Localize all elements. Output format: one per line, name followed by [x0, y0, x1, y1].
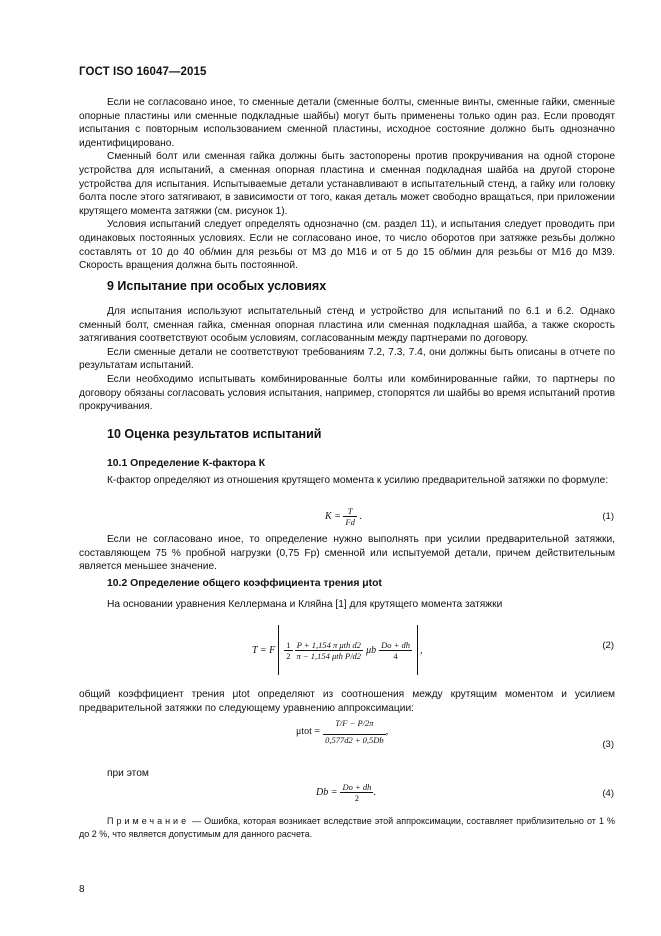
paragraph: Если не согласовано иное, то сменные детали (сменные болты, сменные винты, сменные гайки, сменные опорные пластины или сменные подкладные шайбы) могут быть применены только один раз. Если проводят испытания с повторным использованием сменной пластины, исходное состояние должно быть однозначно идентифицировано. [79, 97, 615, 149]
equation-number-2: (2) [602, 640, 614, 651]
subsection-10-1-heading: 10.1 Определение К-фактора К [107, 458, 266, 469]
pri-etom-text: при этом [107, 768, 149, 779]
formula-4-denominator: 2 [354, 793, 360, 803]
paragraph: На основании уравнения Келлермана и Кляйна [1] для крутящего момента затяжки [107, 599, 503, 610]
paragraph: общий коэффициент трения μtot определяют из соотношения между крутящим моментом и усилием предварительной затяжки по следующему уравнению аппроксимации: [79, 689, 615, 714]
equation-number-1: (1) [602, 511, 614, 522]
formula-3-tail: , [385, 726, 389, 737]
paragraph: Если необходимо испытывать комбинированные болты или комбинированные гайки, то партнеры по договору обязаны согласовать условия испытания, например, стопорятся ли шайбы во время испытаний против прокручивания. [79, 373, 615, 413]
formula-2-d-fraction: $\frac{Do + dh}{4}$ [381, 639, 410, 661]
formula-3-lhs: μtot = [296, 726, 321, 737]
formula-2-numerator: P + 1,154 π μth d2 [295, 640, 364, 651]
formula-4-numerator: Do + dh [342, 782, 372, 792]
subsection-10-2-mid [79, 688, 615, 715]
formula-1-fraction [343, 506, 356, 527]
subsection-10-2-intro [79, 598, 615, 612]
note [79, 815, 615, 840]
formula-2-lhs: T = F [252, 644, 276, 656]
formula-3-fraction [323, 718, 386, 745]
formula-4-lhs: Db = [316, 787, 338, 798]
section-9-heading: 9 Испытание при особых условиях [107, 279, 327, 293]
paragraph: Для испытания используют испытательный стенд и устройство для испытаний по 6.1 и 6.2. Однако сменный болт, сменная гайка, сменная опорная пластина или сменная подкладная шайба, а также скорость затягивания соответствуют особым условиям, согласованным между партнерами по договору. [79, 306, 615, 345]
formula-2-denominator: π − 1,154 μth P/d2 [296, 650, 362, 661]
note-label: Примечание [107, 816, 190, 826]
document-header: ГОСТ ISO 16047—2015 [79, 66, 207, 78]
formula-1-lhs: K = [325, 510, 341, 522]
formula-4 [316, 782, 376, 803]
formula-3-denominator: 0,577d2 + 0,5Db [325, 735, 384, 745]
section-10-heading: 10 Оценка результатов испытаний [107, 427, 322, 441]
top-paragraphs [79, 96, 615, 273]
subsection-10-2-heading: 10.2 Определение общего коэффициента трения μtot [107, 578, 382, 589]
formula-3 [296, 718, 388, 745]
formula-4-fraction [340, 782, 373, 803]
paragraph: Если сменные детали не соответствуют требованиям 7.2, 7.3, 7.4, они должны быть описаны в отчете по результатам испытаний. [79, 346, 615, 372]
formula-2-tail: , [419, 644, 423, 656]
subsection-10-1-after [79, 533, 615, 574]
paragraph: Условия испытаний следует определять однозначно (см. раздел 11), и испытания следует проводить при одинаковых постоянных условиях. Если не согласовано иное, то число оборотов при затяжке резьбы должно составлять от 10 до 40 об/мин для резьбы от М3 до М16 и от 5 до 15 об/мин для резьбы от М16 до М39. Скорость вращения должна быть постоянной. [79, 219, 615, 272]
paragraph: Сменный болт или сменная гайка должны быть застопорены против прокручивания на одной стороне устройства для испытаний, а сменная опорная пластина и сменная подкладная шайба на другой стороне устройства для испытания. Испытываемые детали устанавливают в испытательный стенд, а гайку или головку болта после этого затягивают, в зависимости от того, какая деталь может свободно вращаться, при приложении крутящего момента затяжки (см. рисунок 1). [79, 151, 615, 217]
note-text: — Ошибка, которая возникает вследствие этой аппроксимации, составляет приблизительно от 1 % до 2 %, что является допустимым для данного расчета. [79, 816, 615, 839]
formula-4-tail: . [373, 787, 376, 798]
formula-2 [252, 624, 422, 676]
subsection-10-1-intro [79, 474, 615, 488]
equation-number-3: (3) [602, 739, 614, 750]
formula-2-half: $\frac{1}{2}$ [286, 639, 291, 661]
formula-2-fraction [295, 640, 364, 661]
formula-2-bracket [278, 625, 418, 675]
formula-1-tail: . [359, 510, 362, 522]
equation-number-4: (4) [602, 788, 614, 799]
formula-2-mu-b: μb [366, 644, 377, 656]
paragraph: Если не согласовано иное, то определение нужно выполнять при усилии предварительной затяжки, составляющем 75 % пробной нагрузки (0,75 Fp) сменной или испытуемой детали, причем действительным является меньшее значение. [79, 534, 615, 573]
formula-1 [325, 506, 362, 527]
formula-3-numerator: T/F − P/2π [323, 718, 386, 735]
paragraph: К-фактор определяют из отношения крутящего момента к усилию предварительной затяжки по формуле: [107, 475, 609, 486]
section-9-body [79, 305, 615, 414]
formula-1-denominator: Fd [345, 517, 355, 527]
page-number: 8 [79, 884, 85, 895]
formula-1-numerator: T [343, 506, 356, 517]
